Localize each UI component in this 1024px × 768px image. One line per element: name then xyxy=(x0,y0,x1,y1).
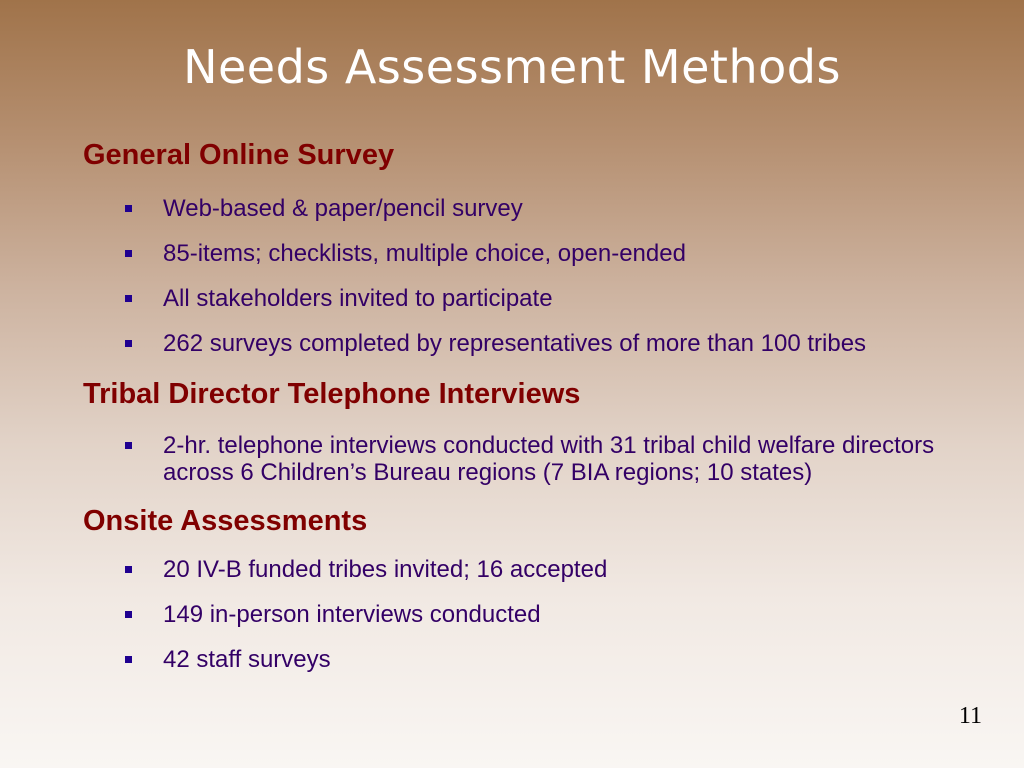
bullet-item xyxy=(83,601,943,628)
section-tribal-director-interviews xyxy=(83,377,943,486)
square-bullet-icon xyxy=(125,250,132,257)
square-bullet-icon xyxy=(125,295,132,302)
square-bullet-icon xyxy=(125,656,132,663)
bullet-text: 2-hr. telephone interviews conducted with 31 tribal child welfare directors across 6 Children’s Bureau regions (7 BIA regions; 10 states) xyxy=(163,431,935,486)
square-bullet-icon xyxy=(125,340,132,347)
square-bullet-icon xyxy=(125,442,132,449)
bullet-list xyxy=(83,556,943,673)
bullet-item xyxy=(83,240,943,267)
slide-content xyxy=(83,138,943,673)
bullet-text: Web-based & paper/pencil survey xyxy=(163,194,523,222)
slide-title: Needs Assessment Methods xyxy=(183,40,841,94)
bullet-item xyxy=(83,556,943,583)
bullet-item xyxy=(83,330,943,357)
square-bullet-icon xyxy=(125,566,132,573)
bullet-text: 85-items; checklists, multiple choice, open-ended xyxy=(163,239,686,267)
bullet-text: All stakeholders invited to participate xyxy=(163,284,553,312)
page-number: 11 xyxy=(958,703,982,729)
section-heading: Onsite Assessments xyxy=(83,504,368,537)
bullet-item xyxy=(83,646,943,673)
bullet-item xyxy=(83,432,943,486)
bullet-item xyxy=(83,195,943,222)
bullet-text: 262 surveys completed by representatives of more than 100 tribes xyxy=(163,329,867,357)
section-heading: Tribal Director Telephone Interviews xyxy=(83,377,581,410)
bullet-text: 20 IV-B funded tribes invited; 16 accepted xyxy=(163,556,608,584)
bullet-text: 42 staff surveys xyxy=(163,646,331,674)
square-bullet-icon xyxy=(125,611,132,618)
bullet-list xyxy=(83,432,943,486)
bullet-item xyxy=(83,285,943,312)
square-bullet-icon xyxy=(125,205,132,212)
bullet-list xyxy=(83,195,943,357)
section-general-online-survey xyxy=(83,138,943,357)
bullet-text: 149 in-person interviews conducted xyxy=(163,601,541,629)
section-heading: General Online Survey xyxy=(83,139,395,171)
section-onsite-assessments xyxy=(83,504,943,674)
